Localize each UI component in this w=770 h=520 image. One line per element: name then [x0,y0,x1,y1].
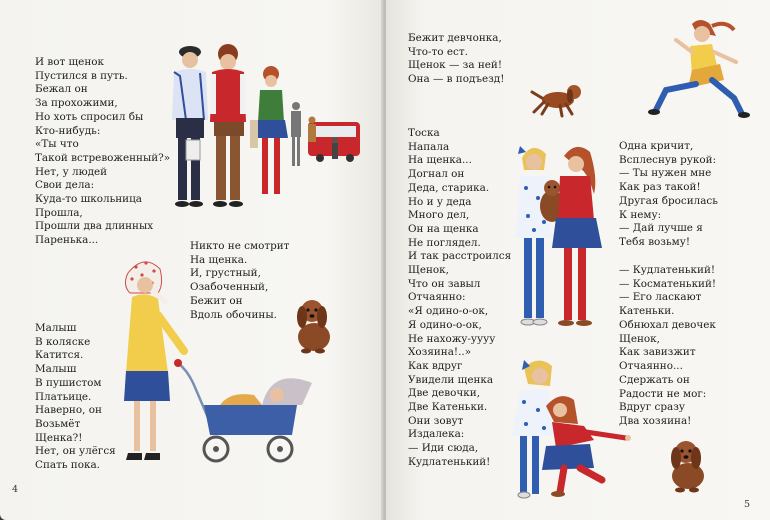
puppy-icon [664,436,714,494]
right-page [386,0,770,520]
left-page [0,0,384,520]
poem-other: Другая бросилась К нему: — Дай лучше я Тебя возьму! [619,195,718,249]
poem-longing: Тоска Напала На щенка... Догнал он Деда, старика. Но и у деда Много дел, Он на щенка Не поглядел. И так расстроился Щенок, Что он завыл Отчаянно: «Я одино-о-ок, Я одино-о-ок, Не нахожу-уууу Хозяина!..» Как вдруг Увидели щенка Две девочки, Две Катеньки. Они зовут Издалека: — Иди сюда, Кудлатенький! [408,127,512,468]
page-number-left: 4 [12,484,19,495]
poem-girl-runs: Бежит девчонка, Что-то ест. Щенок — за ней! Она — в подъезд! [408,32,505,86]
girls-puppy-icon [514,138,614,333]
poem-nobody: Никто не смотрит На щенка. И, грустный, Озабоченный, Бежит он Вдоль обочины. [190,240,290,321]
poem-walk: И вот щенок Пустился в путь. Бежал он За прохожими, Но хоть спросил бы Кто-нибудь: «Ты что Такой встревоженный?» Нет, у людей Свои дела: Куда-то школьница Прошла, Прошли два длинных Паренька... [35,56,171,247]
people-street-icon [160,40,365,220]
poem-shaggy: — Кудлатенький! — Косматенький! — Его ласкают Катеньки. [619,264,717,318]
running-girl-icon [626,18,754,118]
girls-kneeling-icon [498,352,633,500]
puppy-icon [530,80,586,118]
page-number-right: 5 [744,499,751,510]
poem-sniffed: Обнюхал девочек Щенок, Как завизжит Отчаянно... Сдержать он Радости не мог: Вдруг сразу Два хозяина! [619,319,716,427]
poem-one-cries: Одна кричит, Всплеснув рукой: — Ты нужен мне Как раз такой! [619,140,717,194]
woman-stroller-icon [112,255,327,470]
poem-baby: Малыш В коляске Катится. Малыш В пушистом Платьице. Наверно, он Возьмёт Щенка?! Нет, он улёгся Спать пока. [35,322,116,472]
